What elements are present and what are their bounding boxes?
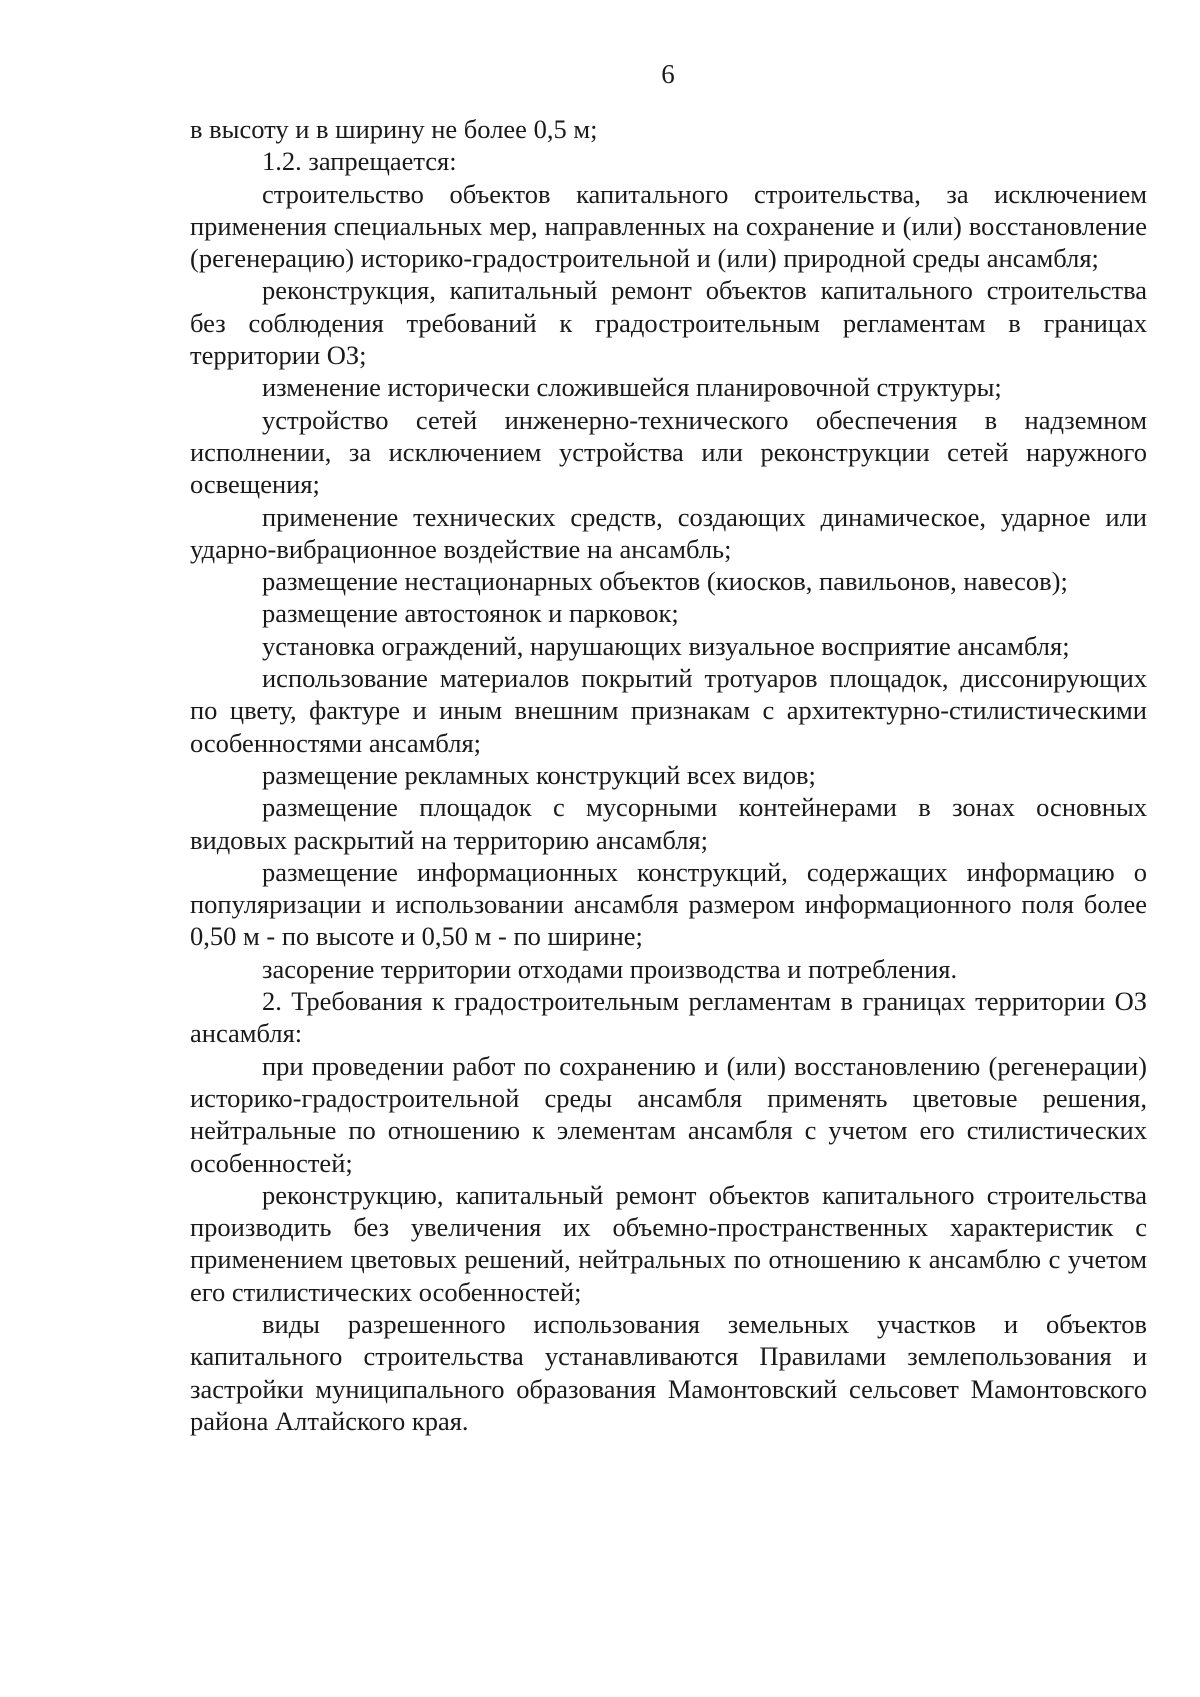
paragraph-section-2: 2. Требования к градостроительным регламентам в границах территории ОЗ ансамбля:: [190, 986, 1147, 1049]
paragraph-prohibition-parking: размещение автостоянок и парковок;: [262, 598, 679, 629]
paragraph-prohibition-fences: установка ограждений, нарушающих визуальное восприятие ансамбля;: [262, 630, 1070, 661]
page-number-text: 6: [661, 59, 675, 89]
paragraph-requirement-color-solutions: при проведении работ по сохранению и (или) восстановлению (регенерации) историко-градостроительной среды ансамбля применять цветовые решения, нейтральные по отношению к элементам ансамбля с учетом его стилистических особенностей;: [190, 1050, 1147, 1178]
paragraph-prohibition-info-structures: размещение информационных конструкций, содержащих информацию о популяризации и использовании ансамбля размером информационного поля более 0,50 м - по высоте и 0,50 м - по ширине;: [190, 856, 1147, 952]
paragraph-prohibition-networks: устройство сетей инженерно-технического обеспечения в надземном исполнении, за исключением устройства или реконструкции сетей наружного освещения;: [190, 404, 1147, 500]
paragraph-prohibition-materials: использование материалов покрытий тротуаров площадок, диссонирующих по цвету, фактуре и иным внешним признакам с архитектурно-стилистическими особенностями ансамбля;: [190, 663, 1147, 758]
paragraph-prohibition-littering: засорение территории отходами производства и потребления.: [262, 953, 958, 984]
document-body: [190, 113, 1147, 1437]
paragraph-prohibition-planning-structure: изменение исторически сложившейся планировочной структуры;: [262, 372, 1002, 403]
paragraph-requirement-reconstruction: реконструкцию, капитальный ремонт объектов капитального строительства производить без увеличения их объемно-пространственных характеристик с применением цветовых решений, нейтральных по отношению к ансамблю с учетом его стилистических особенностей;: [190, 1179, 1147, 1307]
paragraph-continuation: в высоту и в ширину не более 0,5 м;: [190, 114, 598, 144]
paragraph-prohibition-technical-means: применение технических средств, создающих динамическое, ударное или ударно-вибрационное воздействие на ансамбль;: [190, 501, 1147, 564]
paragraph-prohibition-reconstruction: реконструкция, капитальный ремонт объектов капитального строительства без соблюдения требований к градостроительным регламентам в границах территории ОЗ;: [190, 275, 1147, 371]
page-number: [0, 58, 1200, 90]
paragraph-prohibition-kiosks: размещение нестационарных объектов (киосков, павильонов, навесов);: [262, 566, 1068, 597]
paragraph-prohibition-advertising: размещение рекламных конструкций всех видов;: [262, 759, 816, 790]
paragraph-prohibition-garbage-sites: размещение площадок с мусорными контейнерами в зонах основных видовых раскрытий на территорию ансамбля;: [190, 792, 1147, 855]
paragraph-section-1-2: 1.2. запрещается:: [262, 146, 457, 177]
paragraph-prohibition-construction: строительство объектов капитального строительства, за исключением применения специальных мер, направленных на сохранение и (или) восстановление (регенерацию) историко-градостроительной и (или) природной среды ансамбля;: [190, 178, 1147, 274]
paragraph-requirement-land-use: виды разрешенного использования земельных участков и объектов капитального строительства устанавливаются Правилами землепользования и застройки муниципального образования Мамонтовский сельсовет Мамонтовского района Алтайского края.: [190, 1308, 1147, 1436]
